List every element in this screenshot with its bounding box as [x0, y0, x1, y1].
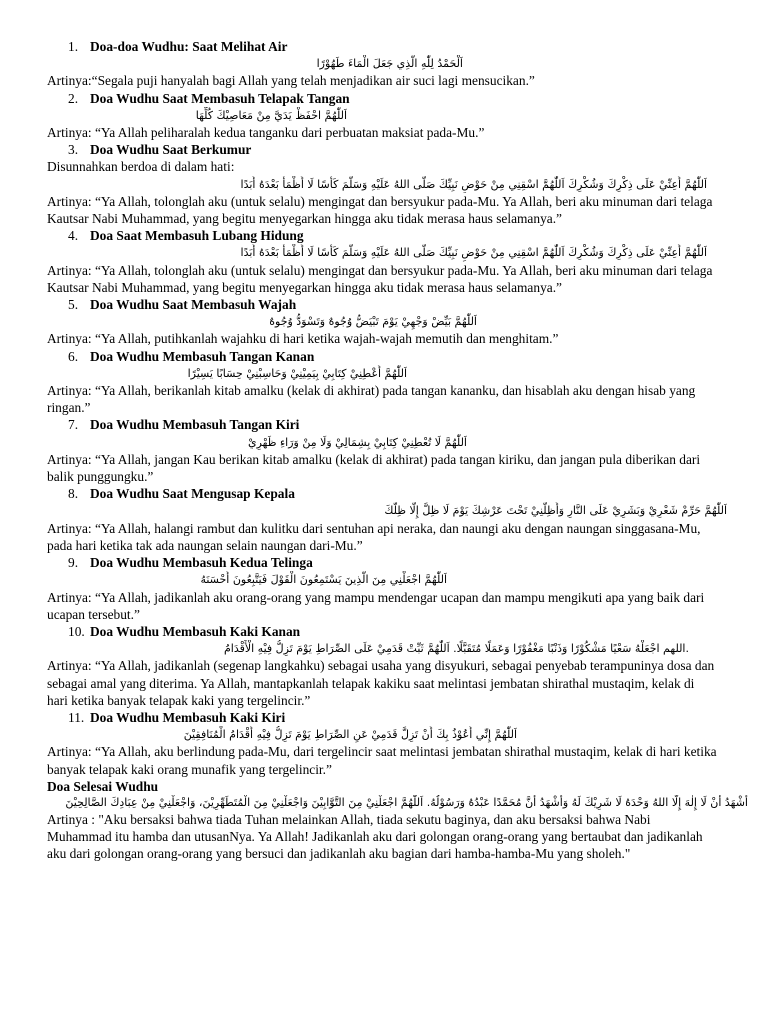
item-number: 3.	[68, 142, 79, 158]
item-heading	[47, 348, 758, 365]
item-number: 11.	[68, 709, 85, 725]
item-intro: Disunnahkan berdoa di dalam hati:	[47, 159, 235, 175]
closing-section	[47, 778, 758, 863]
list-item	[47, 623, 758, 709]
item-title: Doa Wudhu Saat Mengusap Kepala	[90, 486, 295, 502]
list-item	[47, 296, 758, 348]
list-item	[47, 90, 758, 142]
list-item	[47, 141, 758, 227]
item-number: 5.	[68, 297, 79, 313]
list-item	[47, 38, 758, 90]
arabic-prayer: اَللّٰهُمَّ لَا تُعْطِنِيْ كِتَابِيْ بِشِمَالِيْ وَلَا مِنْ وَرَاءِ ظَهْرِيْ	[247, 435, 467, 449]
item-heading	[47, 296, 758, 313]
item-title: Doa Wudhu Membasuh Kedua Telinga	[90, 555, 313, 571]
item-meaning: Artinya: “Ya Allah, tolonglah aku (untuk selalu) mengingat dan bersyukur pada-Mu. Ya Allah, beri aku minuman dari telaga Kautsar Nabi Muhammad, yang begitu menyegarkan hingga aku tidak merasa haus selamanya.”	[47, 193, 713, 227]
list-item	[47, 554, 758, 623]
closing-title: Doa Selesai Wudhu	[47, 778, 159, 794]
list-item	[47, 348, 758, 417]
list-item	[47, 709, 758, 778]
item-meaning: Artinya: “Ya Allah, putihkanlah wajahku di hari ketika wajah-wajah memutih dan menghitam.”	[47, 331, 559, 347]
item-title: Doa Wudhu Membasuh Kaki Kanan	[90, 623, 301, 639]
arabic-prayer: اَلْحَمْدُ لِلّٰهِ الَّذِي جَعَلَ الْمَاءَ طَهُوْرًا	[316, 57, 463, 71]
arabic-prayer: اَللّٰهُمَّ اجْعَلْنِي مِنَ الَّذِينَ يَسْتَمِعُونَ الْقَوْلَ فَيَتَّبِعُونَ أَحْسَنَهُ	[200, 573, 447, 587]
item-number: 7.	[68, 417, 79, 433]
arabic-prayer: اَللّٰهُمَّ إِنِّي أَعُوْذُ بِكَ أَنْ تَزِلَّ قَدَمِيْ عَنِ الصِّرَاطِ يَوْمَ تَزِلُّ فِيْهِ أَقْدَامُ الْمُنَافِقِيْنَ	[183, 728, 517, 742]
item-heading	[47, 709, 758, 726]
item-meaning: Artinya: “Ya Allah, halangi rambut dan kulitku dari sentuhan api neraka, dan naungi aku dengan naungan singgasana-Mu, pada hari ketika tak ada naungan selain naungan dari-Mu.”	[47, 520, 701, 553]
item-meaning: Artinya:“Segala puji hanyalah bagi Allah yang telah menjadikan air suci lagi mensucikan.”	[47, 73, 535, 89]
list-item	[47, 416, 758, 485]
item-heading	[47, 623, 758, 640]
arabic-prayer: اَللّٰهُمَّ احْفَظْ يَدَيَّ مِنْ مَعَاصِيْكَ كُلِّهَا	[195, 108, 347, 122]
item-number: 2.	[68, 90, 79, 106]
item-number: 10.	[68, 623, 85, 639]
item-meaning: Artinya: “Ya Allah, tolonglah aku (untuk selalu) mengingat dan bersyukur pada-Mu. Ya Allah, beri aku minuman dari telaga Kautsar Nabi Muhammad, yang begitu menyegarkan hingga aku tidak merasa haus selamanya.”	[47, 262, 713, 295]
item-title: Doa Wudhu Membasuh Tangan Kiri	[90, 417, 300, 433]
item-meaning: Artinya: “Ya Allah, berikanlah kitab amalku (kelak di akhirat) pada tangan kananku, dan hisablah aku dengan hisab yang ringan.”	[47, 383, 696, 416]
item-heading	[47, 141, 758, 158]
item-heading	[47, 227, 758, 244]
item-title: Doa Wudhu Saat Berkumur	[90, 142, 252, 158]
item-number: 6.	[68, 348, 79, 364]
item-title: Doa Saat Membasuh Lubang Hidung	[90, 228, 304, 244]
item-meaning: Artinya: “Ya Allah, jangan Kau berikan kitab amalku (kelak di akhirat) pada tangan kiriku, dan jangan pula diberikan dari balik punggungku.”	[47, 451, 701, 485]
arabic-prayer: اَللّٰهُمَّ أَعْطِنِيْ كِتَابِيْ بِيَمِيْنِيْ وَحَاسِبْنِيْ حِسَابًا يَسِيْرًا	[187, 366, 407, 380]
item-title: Doa-doa Wudhu: Saat Melihat Air	[90, 39, 288, 54]
item-meaning: Artinya: “Ya Allah, aku berlindung pada-Mu, dari tergelincir saat melintasi jembatan shirathal mustaqim, kelak di hari ketika banyak telapak kaki orang munafik yang tergelincir.”	[47, 744, 717, 777]
list-item	[47, 485, 758, 554]
list-item	[47, 227, 758, 296]
item-number: 8.	[68, 486, 79, 502]
arabic-prayer: اَللّٰهُمَّ أَعِنِّيْ عَلَى ذِكْرِكَ وَشُكْرِكَ اَللّٰهُمَّ اسْقِنِي مِنْ حَوْضِ نَبِيِّكَ صَلَّى اللهُ عَلَيْهِ وَسَلَّمَ كَأْسًا لَا أَظْمَأُ بَعْدَهُ أَبَدًا	[240, 177, 707, 191]
item-title: Doa Wudhu Saat Membasuh Telapak Tangan	[90, 90, 350, 106]
item-title: Doa Wudhu Membasuh Kaki Kiri	[90, 709, 286, 725]
item-title: Doa Wudhu Membasuh Tangan Kanan	[90, 348, 315, 364]
arabic-prayer: اَللّٰهُمَّ أَعِنِّيْ عَلَى ذِكْرِكَ وَشُكْرِكَ اَللّٰهُمَّ اسْقِنِي مِنْ حَوْضِ نَبِيِّكَ صَلَّى اللهُ عَلَيْهِ وَسَلَّمَ كَأْسًا لَا أَظْمَأُ بَعْدَهُ أَبَدًا	[240, 246, 707, 260]
item-heading	[47, 554, 758, 571]
item-number: 4.	[68, 228, 79, 244]
item-number: 9.	[68, 555, 79, 571]
item-title: Doa Wudhu Saat Membasuh Wajah	[90, 297, 297, 313]
closing-meaning: Artinya : "Aku bersaksi bahwa tiada Tuhan melainkan Allah, tiada sekutu baginya, dan aku bersaksi bahwa Nabi Muhammad itu hamba dan utusanNya. Ya Allah! Jadikanlah aku dari golongan orang-orang yang bertaubat dan jadikanlah aku dari golongan orang-orang yang bersuci dan jadikanlah aku bagian dari hamba-hamba-Mu yang sholeh."	[47, 811, 703, 862]
item-meaning: Artinya: “Ya Allah, jadikanlah (segenap langkahku) sebagai usaha yang disyukuri, sebagai penyebab terampuninya dosa dan sebagai amal yang diterima. Ya Allah, mantapkanlah telapak kakiku saat melintasi jembatan shirathal mustaqim, kelak di hari ketika banyak telapak kaki yang tergelincir.”	[47, 658, 715, 708]
item-heading	[47, 416, 758, 433]
item-heading	[47, 38, 758, 55]
arabic-prayer: اَللّٰهُمَّ بَيِّضْ وَجْهِيْ يَوْمَ تَبْيَضُّ وُجُوهٌ وَتَسْوَدُّ وُجُوهٌ	[269, 315, 477, 329]
arabic-prayer: اَللّٰهُمَّ حَرِّمْ شَعْرِيْ وَبَشَرِيْ عَلَى النَّارِ وَأَظِلَّنِيْ تَحْتَ عَرْشِكَ يَوْمَ لَا ظِلَّ إِلَّا ظِلُّكَ	[384, 504, 727, 518]
item-heading	[47, 90, 758, 107]
item-heading	[47, 485, 758, 502]
item-meaning: Artinya: “Ya Allah peliharalah kedua tanganku dari perbuatan maksiat pada-Mu.”	[47, 125, 485, 141]
arabic-prayer: .اللهم اجْعَلْهُ سَعْيًا مَشْكُوْرًا وَذَنْبًا مَغْفُوْرًا وَعَمَلًا مُتَقَبَّلًا. اَللّٰهُمَّ ثَبِّتْ قَدَمِيْ عَلَى الصِّرَاطِ يَوْمَ تَزِلُّ فِيْهِ الْأَقْدَامُ	[223, 642, 689, 656]
item-number: 1.	[68, 39, 79, 54]
closing-arabic-prayer: أَشْهَدُ أَنْ لَا إِلٰهَ إِلَّا اللهُ وَحْدَهُ لَا شَرِيْكَ لَهُ وَأَشْهَدُ أَنَّ مُحَمَّدًا عَبْدُهُ وَرَسُوْلُهُ. اَللّٰهُمَّ اجْعَلْنِيْ مِنَ التَّوَّابِيْنَ وَاجْعَلْنِيْ مِنَ الْمُتَطَهِّرِيْنَ، وَاجْعَلْنِيْ مِنْ عِبَادِكَ الصَّالِحِيْنَ	[65, 795, 748, 809]
item-meaning: Artinya: “Ya Allah, jadikanlah aku orang-orang yang mampu mendengar ucapan dan mampu mengikuti apa yang baik dari ucapan tersebut.”	[47, 589, 705, 622]
